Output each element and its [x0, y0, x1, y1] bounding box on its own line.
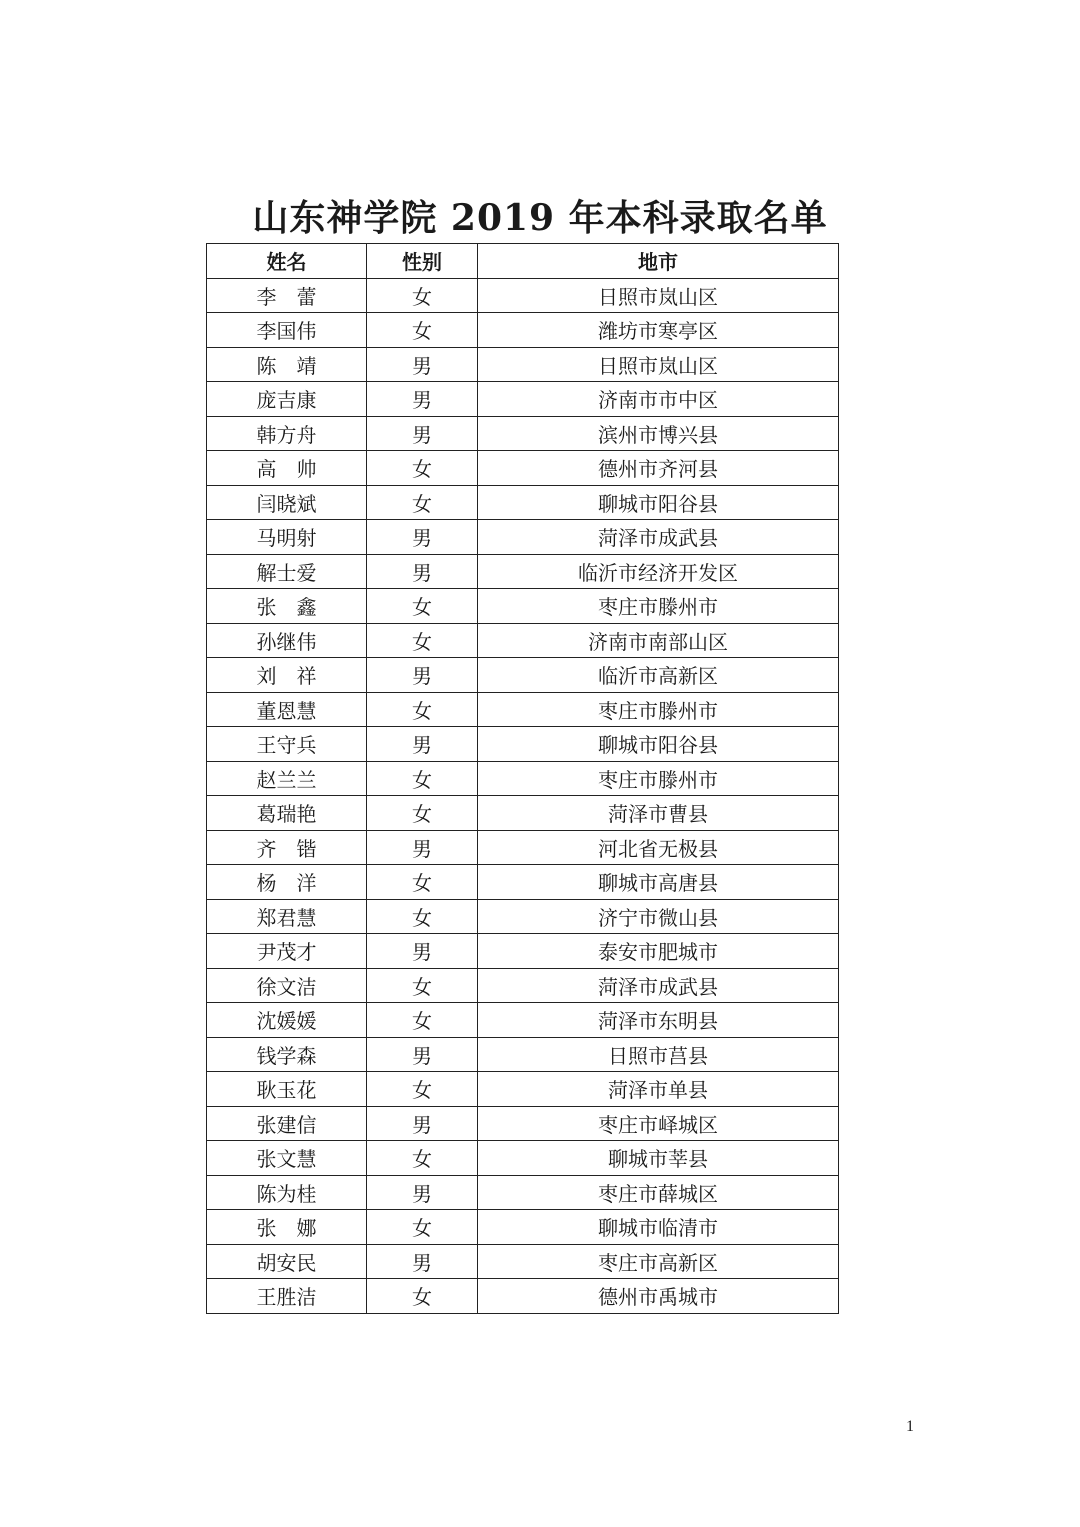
header-region: 地市 [478, 244, 839, 279]
cell-gender: 女 [367, 796, 478, 831]
cell-gender: 女 [367, 589, 478, 624]
cell-name: 闫晓斌 [207, 485, 367, 520]
cell-gender: 男 [367, 347, 478, 382]
table-row [207, 727, 839, 762]
cell-name: 张建信 [207, 1106, 367, 1141]
cell-region: 聊城市阳谷县 [478, 485, 839, 520]
admission-table [206, 243, 839, 1314]
page-number: 1 [906, 1418, 914, 1435]
cell-gender: 男 [367, 1175, 478, 1210]
cell-gender: 女 [367, 278, 478, 313]
table-row [207, 589, 839, 624]
cell-gender: 女 [367, 1279, 478, 1314]
cell-gender: 女 [367, 865, 478, 900]
table-row [207, 865, 839, 900]
cell-region: 日照市莒县 [478, 1037, 839, 1072]
cell-region: 聊城市阳谷县 [478, 727, 839, 762]
cell-region: 菏泽市东明县 [478, 1003, 839, 1038]
cell-name: 陈 靖 [207, 347, 367, 382]
cell-gender: 女 [367, 899, 478, 934]
cell-name: 张 鑫 [207, 589, 367, 624]
cell-region: 枣庄市滕州市 [478, 692, 839, 727]
cell-region: 菏泽市成武县 [478, 520, 839, 555]
table-row [207, 1210, 839, 1245]
cell-gender: 男 [367, 416, 478, 451]
table-row [207, 1106, 839, 1141]
cell-region: 日照市岚山区 [478, 278, 839, 313]
cell-region: 德州市禹城市 [478, 1279, 839, 1314]
cell-gender: 男 [367, 1106, 478, 1141]
cell-region: 济南市南部山区 [478, 623, 839, 658]
cell-region: 菏泽市曹县 [478, 796, 839, 831]
header-gender: 性别 [367, 244, 478, 279]
cell-region: 枣庄市高新区 [478, 1244, 839, 1279]
table-row [207, 1279, 839, 1314]
cell-gender: 女 [367, 623, 478, 658]
table-row [207, 382, 839, 417]
cell-name: 庞吉康 [207, 382, 367, 417]
cell-name: 杨 洋 [207, 865, 367, 900]
table-row [207, 796, 839, 831]
table-row [207, 554, 839, 589]
cell-gender: 女 [367, 313, 478, 348]
cell-name: 徐文洁 [207, 968, 367, 1003]
cell-name: 解士爱 [207, 554, 367, 589]
cell-region: 聊城市高唐县 [478, 865, 839, 900]
cell-name: 董恩慧 [207, 692, 367, 727]
table-row [207, 416, 839, 451]
cell-gender: 男 [367, 382, 478, 417]
cell-region: 枣庄市峄城区 [478, 1106, 839, 1141]
cell-name: 沈媛媛 [207, 1003, 367, 1038]
cell-name: 耿玉花 [207, 1072, 367, 1107]
cell-gender: 男 [367, 520, 478, 555]
table-row [207, 899, 839, 934]
table-row [207, 1244, 839, 1279]
table-row [207, 968, 839, 1003]
table-row [207, 623, 839, 658]
cell-gender: 女 [367, 1210, 478, 1245]
cell-gender: 女 [367, 1003, 478, 1038]
cell-region: 枣庄市滕州市 [478, 761, 839, 796]
cell-gender: 女 [367, 451, 478, 486]
cell-gender: 男 [367, 727, 478, 762]
table-row [207, 520, 839, 555]
cell-gender: 女 [367, 761, 478, 796]
cell-name: 郑君慧 [207, 899, 367, 934]
cell-name: 胡安民 [207, 1244, 367, 1279]
cell-region: 济南市市中区 [478, 382, 839, 417]
cell-region: 枣庄市薛城区 [478, 1175, 839, 1210]
cell-name: 马明射 [207, 520, 367, 555]
cell-name: 尹茂才 [207, 934, 367, 969]
header-name: 姓名 [207, 244, 367, 279]
table-row [207, 761, 839, 796]
table-row [207, 830, 839, 865]
table-row [207, 692, 839, 727]
cell-region: 菏泽市成武县 [478, 968, 839, 1003]
cell-region: 泰安市肥城市 [478, 934, 839, 969]
cell-region: 德州市齐河县 [478, 451, 839, 486]
cell-name: 王守兵 [207, 727, 367, 762]
cell-gender: 男 [367, 1244, 478, 1279]
cell-name: 葛瑞艳 [207, 796, 367, 831]
table-row [207, 934, 839, 969]
cell-name: 陈为桂 [207, 1175, 367, 1210]
cell-name: 刘 祥 [207, 658, 367, 693]
cell-region: 日照市岚山区 [478, 347, 839, 382]
table-row [207, 485, 839, 520]
cell-region: 聊城市莘县 [478, 1141, 839, 1176]
table-row [207, 1141, 839, 1176]
cell-name: 钱学森 [207, 1037, 367, 1072]
cell-name: 齐 锴 [207, 830, 367, 865]
cell-name: 赵兰兰 [207, 761, 367, 796]
table-header-row [207, 244, 839, 279]
cell-gender: 女 [367, 485, 478, 520]
cell-region: 河北省无极县 [478, 830, 839, 865]
cell-gender: 男 [367, 658, 478, 693]
cell-name: 李国伟 [207, 313, 367, 348]
cell-region: 枣庄市滕州市 [478, 589, 839, 624]
table-row [207, 1003, 839, 1038]
cell-gender: 女 [367, 1072, 478, 1107]
cell-region: 滨州市博兴县 [478, 416, 839, 451]
cell-name: 李 蕾 [207, 278, 367, 313]
table-row [207, 278, 839, 313]
cell-region: 济宁市微山县 [478, 899, 839, 934]
table-row [207, 451, 839, 486]
cell-gender: 男 [367, 830, 478, 865]
cell-name: 韩方舟 [207, 416, 367, 451]
cell-region: 临沂市高新区 [478, 658, 839, 693]
cell-gender: 男 [367, 1037, 478, 1072]
cell-name: 张 娜 [207, 1210, 367, 1245]
cell-region: 菏泽市单县 [478, 1072, 839, 1107]
cell-name: 孙继伟 [207, 623, 367, 658]
cell-gender: 女 [367, 1141, 478, 1176]
cell-name: 王胜洁 [207, 1279, 367, 1314]
cell-region: 潍坊市寒亭区 [478, 313, 839, 348]
table-row [207, 1072, 839, 1107]
cell-region: 临沂市经济开发区 [478, 554, 839, 589]
table-row [207, 347, 839, 382]
table-row [207, 1037, 839, 1072]
cell-gender: 男 [367, 554, 478, 589]
cell-gender: 女 [367, 968, 478, 1003]
cell-name: 高 帅 [207, 451, 367, 486]
cell-region: 聊城市临清市 [478, 1210, 839, 1245]
cell-gender: 女 [367, 692, 478, 727]
table-row [207, 313, 839, 348]
table-row [207, 1175, 839, 1210]
cell-name: 张文慧 [207, 1141, 367, 1176]
cell-gender: 男 [367, 934, 478, 969]
table-row [207, 658, 839, 693]
document-title: 山东神学院 2019 年本科录取名单 [252, 197, 828, 239]
